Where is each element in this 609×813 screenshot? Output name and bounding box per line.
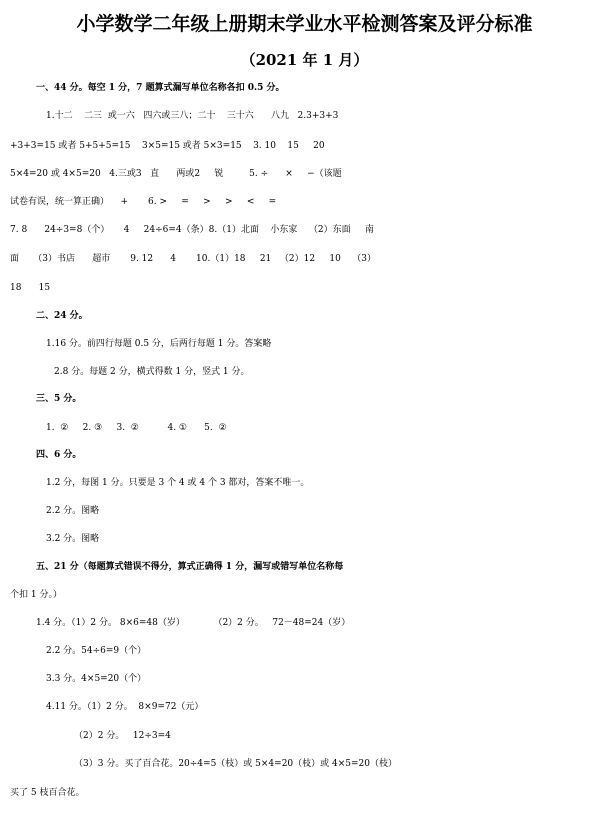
answer-line: 1.2 分，每图 1 分。只要是 3 个 4 或 4 个 3 都对，答案不唯一。 bbox=[46, 478, 310, 488]
answer-line: 个扣 1 分。） bbox=[10, 590, 62, 600]
answer-line: 1. ② 2. ③ 3. ② 4. ① 5. ② bbox=[46, 423, 227, 433]
section-two-heading: 二、24 分。 bbox=[36, 311, 88, 321]
section-one-heading: 一、44 分。每空 1 分，7 题算式漏写单位名称各扣 0.5 分。 bbox=[36, 83, 285, 93]
section-four-heading: 四、6 分。 bbox=[36, 450, 82, 460]
answer-line: 1.16 分。前四行每题 0.5 分，后两行每题 1 分。答案略 bbox=[46, 339, 272, 349]
answer-line: 2.8 分。每题 2 分，横式得数 1 分，竖式 1 分。 bbox=[54, 367, 250, 377]
answer-line: 18 15 bbox=[10, 283, 51, 293]
answer-line: 3.3 分。4×5=20（个） bbox=[46, 674, 147, 684]
answer-line: 4.11 分。（1）2 分。 8×9=72（元） bbox=[46, 702, 204, 712]
answer-line: （3）3 分。买了百合花。20÷4=5（枝）或 5×4=20（枝）或 4×5=20（枝） bbox=[74, 759, 397, 769]
answer-line: 5×4=20 或 4×5=20 4.三或3 直 两或2 锐 5. ÷ × −（该题 bbox=[10, 169, 342, 179]
answer-line: 2.2 分。54÷6=9（个） bbox=[46, 646, 147, 656]
answer-line: 7. 8 24÷3=8（个） 4 24÷6=4（条）8.（1）北面 小东家 （2）东面 南 bbox=[10, 225, 374, 235]
answer-line: 1.4 分。（1）2 分。 8×6=48（岁） （2）2 分。 72－48=24（岁） bbox=[36, 618, 351, 628]
answer-line: 1.十二 二三 或一六 四六或三八；二十 三十六 八九 2.3+3+3 bbox=[46, 111, 339, 121]
answer-line: 面 （3）书店 超市 9. 12 4 10.（1）18 21 （2）12 10 （3） bbox=[10, 254, 376, 264]
answer-line: +3+3=15 或者 5+5+5=15 3×5=15 或者 5×3=15 3. 10 15 20 bbox=[10, 141, 325, 151]
answer-line: 3.2 分。图略 bbox=[46, 534, 100, 544]
answer-line: 买了 5 枝百合花。 bbox=[10, 788, 85, 798]
page-subtitle: （2021 年 1 月） bbox=[240, 51, 369, 69]
answer-line: 2.2 分。图略 bbox=[46, 506, 100, 516]
answer-line: （2）2 分。 12÷3=4 bbox=[74, 731, 171, 741]
page-title: 小学数学二年级上册期末学业水平检测答案及评分标准 bbox=[76, 13, 533, 35]
answer-line: 试卷有误，统一算正确） + 6. > = > > < = bbox=[10, 197, 277, 207]
section-five-heading: 五、21 分（每题算式错误不得分，算式正确得 1 分，漏写或错写单位名称每 bbox=[36, 562, 344, 572]
section-three-heading: 三、5 分。 bbox=[36, 394, 82, 404]
